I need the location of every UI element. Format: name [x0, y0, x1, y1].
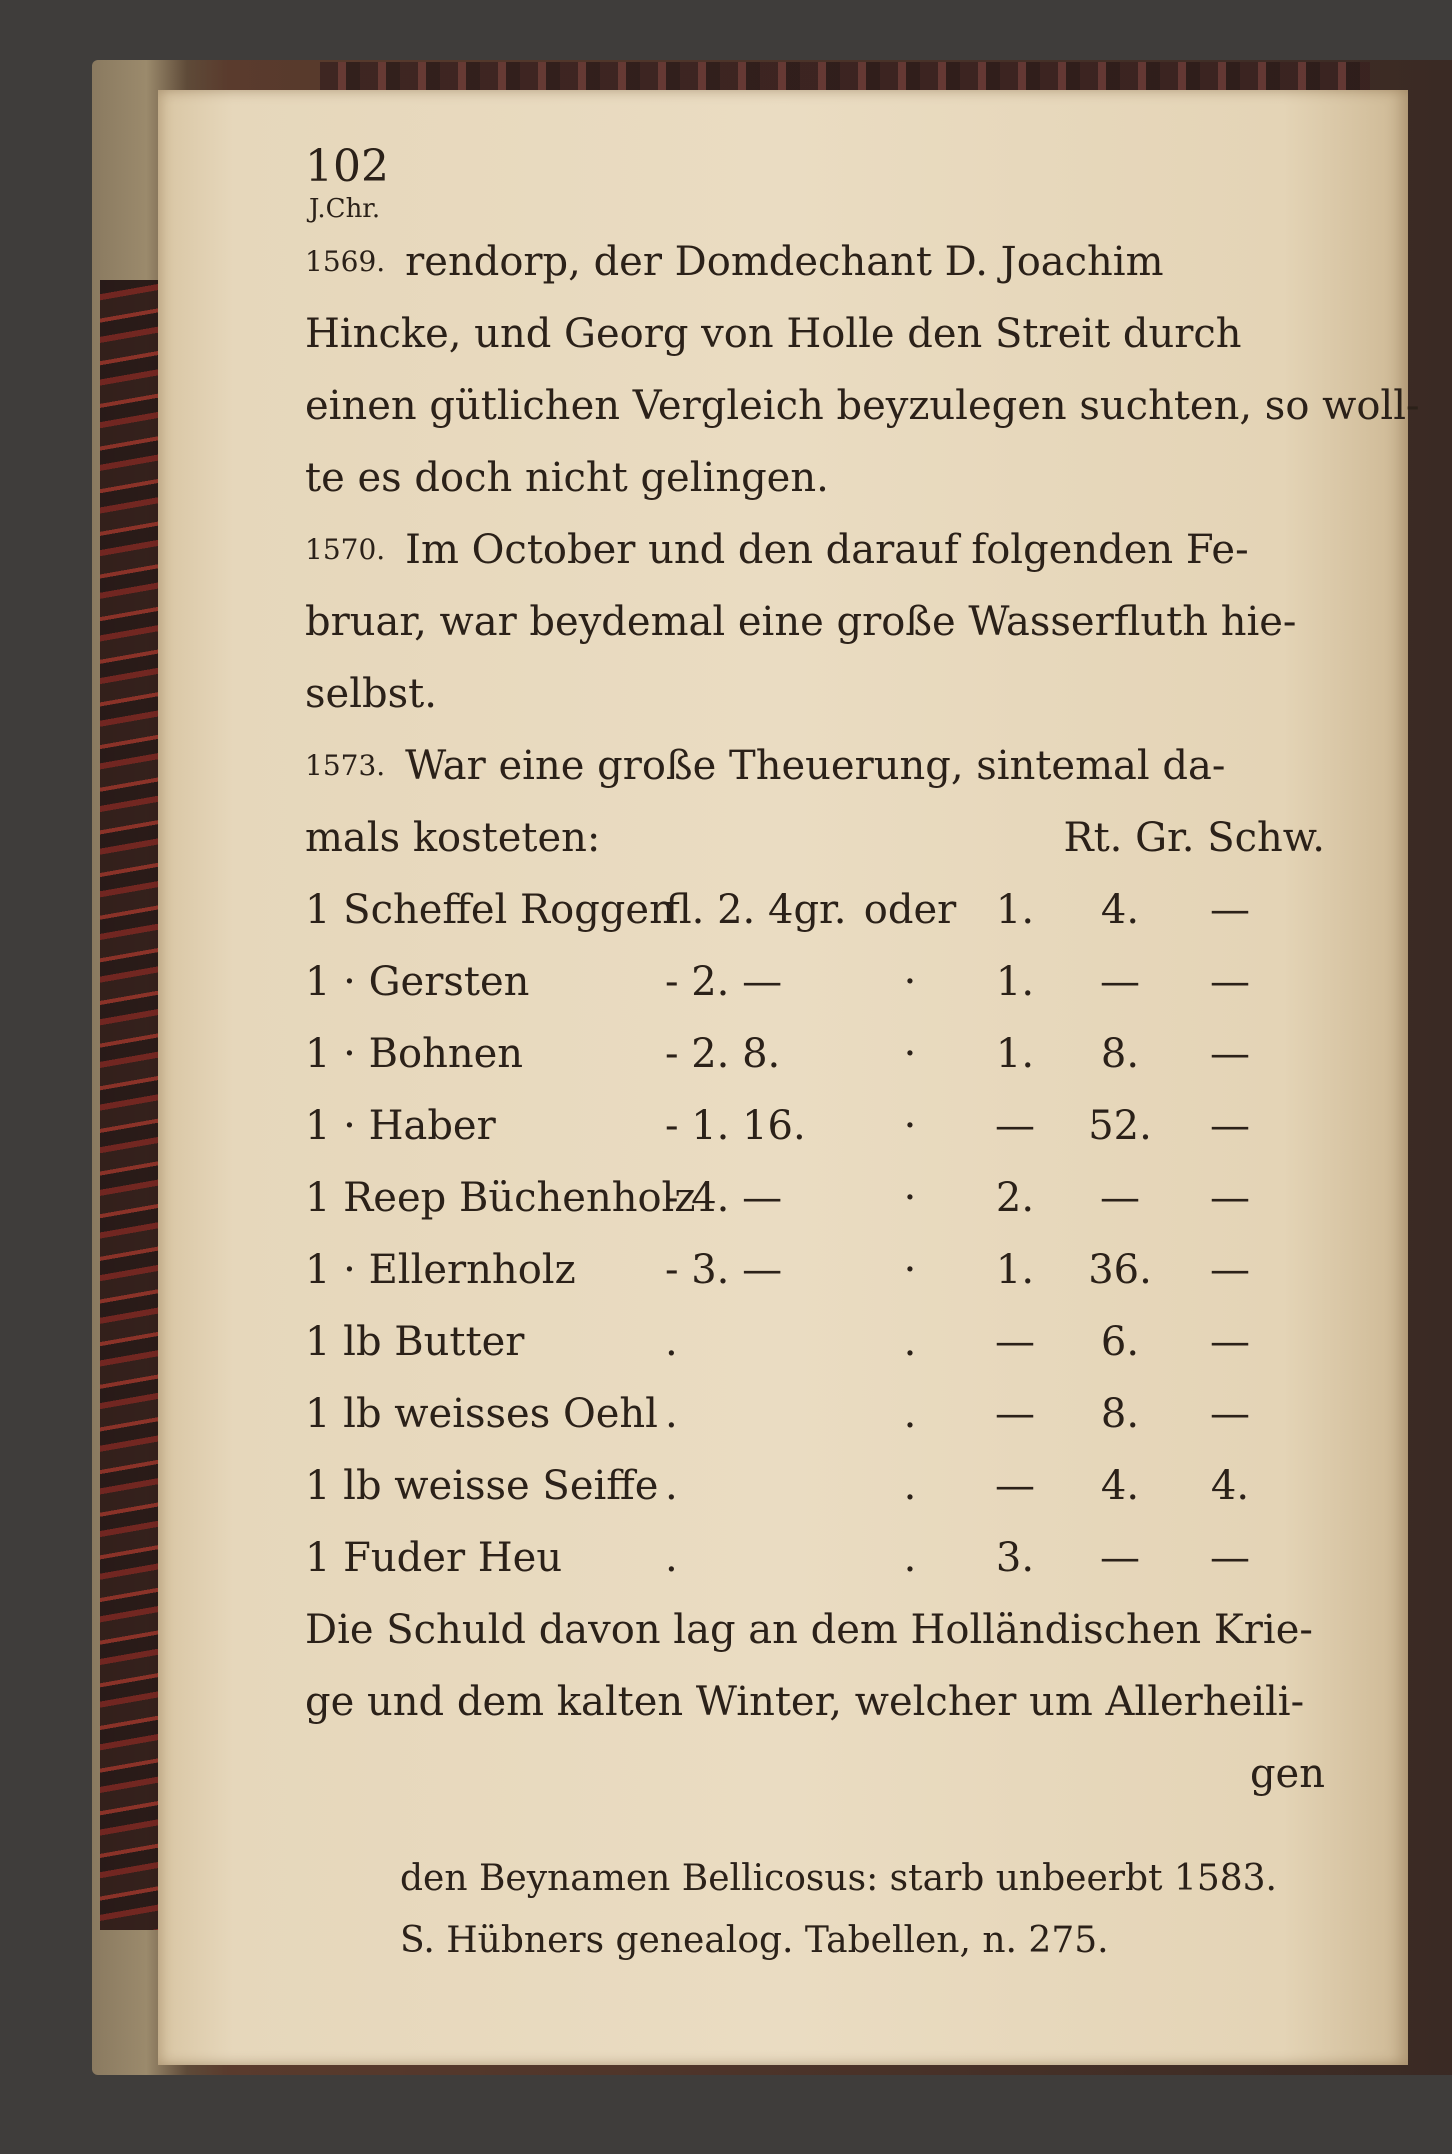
table-cell-schw: — — [1210, 1103, 1250, 1149]
table-cell-sep: · — [903, 1031, 917, 1077]
table-cell-rt: — — [995, 1319, 1035, 1365]
price-table — [305, 874, 1325, 1594]
footnote — [400, 1848, 1320, 1972]
table-row — [305, 874, 1325, 946]
table-cell-fl: - 4. — — [665, 1175, 783, 1221]
line-text: mals kosteten: — [305, 815, 601, 861]
table-cell-schw: — — [1210, 1175, 1250, 1221]
table-cell-item: 1 Scheffel Roggen — [305, 887, 675, 933]
table-cell-rt: 1. — [995, 1247, 1035, 1293]
text-line: ge und dem kalten Winter, welcher um Allerheili- — [305, 1679, 1305, 1725]
table-cell-item: 1 · Ellernholz — [305, 1247, 576, 1293]
table-cell-schw: — — [1210, 887, 1250, 933]
table-cell-fl: fl. 2. 4gr. — [665, 887, 847, 933]
line-text: rendorp, der Domdechant D. Joachim — [405, 239, 1164, 285]
year-label: 1573. — [305, 749, 386, 782]
table-cell-sep: . — [903, 1535, 917, 1581]
table-cell-gr: — — [1100, 1535, 1140, 1581]
table-cell-gr: 4. — [1100, 887, 1140, 933]
text-line — [305, 514, 1325, 586]
footnote-line: S. Hübners genealog. Tabellen, n. 275. — [400, 1920, 1109, 1961]
text-line — [305, 802, 1325, 874]
table-cell-sep: · — [903, 1247, 917, 1293]
table-cell-rt: 1. — [995, 959, 1035, 1005]
table-cell-schw: — — [1210, 1391, 1250, 1437]
year-label: 1569. — [305, 245, 386, 278]
book-headband — [320, 62, 1370, 92]
table-cell-sep: . — [903, 1463, 917, 1509]
text-line: selbst. — [305, 671, 437, 717]
table-row — [305, 1522, 1325, 1594]
text-line — [305, 730, 1325, 802]
text-line — [305, 1738, 1325, 1810]
line-text: War eine große Theuerung, sintemal da- — [405, 743, 1226, 789]
table-row — [305, 1234, 1325, 1306]
table-cell-item: 1 · Gersten — [305, 959, 530, 1005]
table-cell-fl: - 2. 8. — [665, 1031, 781, 1077]
table-cell-gr: — — [1100, 959, 1140, 1005]
text-line: te es doch nicht gelingen. — [305, 455, 829, 501]
text-line — [305, 226, 1325, 298]
table-cell-item: 1 Fuder Heu — [305, 1535, 563, 1581]
table-cell-sep: . — [903, 1391, 917, 1437]
page-text — [305, 140, 1420, 1810]
table-row — [305, 1090, 1325, 1162]
table-cell-fl: . — [665, 1463, 678, 1509]
table-cell-gr: 52. — [1088, 1103, 1152, 1149]
table-cell-item: 1 lb weisses Oehl — [305, 1391, 658, 1437]
table-cell-schw: — — [1210, 1535, 1250, 1581]
table-cell-rt: 3. — [995, 1535, 1035, 1581]
table-row — [305, 1018, 1325, 1090]
table-cell-rt: — — [995, 1103, 1035, 1149]
table-cell-rt: — — [995, 1391, 1035, 1437]
table-cell-item: 1 lb weisse Seiffe — [305, 1463, 659, 1509]
table-cell-schw: 4. — [1210, 1463, 1250, 1509]
table-cell-fl: . — [665, 1535, 678, 1581]
table-cell-schw: — — [1210, 1247, 1250, 1293]
table-cell-rt: — — [995, 1463, 1035, 1509]
table-cell-fl: - 1. 16. — [665, 1103, 806, 1149]
paragraph-1569 — [305, 226, 1420, 514]
table-cell-fl: . — [665, 1319, 678, 1365]
catchword: gen — [1249, 1751, 1325, 1797]
marbled-endpaper — [100, 280, 160, 1930]
table-cell-item: 1 · Bohnen — [305, 1031, 524, 1077]
table-row — [305, 946, 1325, 1018]
table-cell-schw: — — [1210, 1031, 1250, 1077]
footnote-line: den Beynamen Bellicosus: starb unbeerbt 1583. — [400, 1858, 1277, 1899]
page-number: 102 — [305, 141, 389, 192]
currency-header: Rt. Gr. Schw. — [1063, 815, 1325, 861]
table-cell-gr: 8. — [1100, 1031, 1140, 1077]
table-cell-gr: 6. — [1100, 1319, 1140, 1365]
table-cell-fl: - 3. — — [665, 1247, 783, 1293]
table-cell-fl: - 2. — — [665, 959, 783, 1005]
paragraph-1573 — [305, 730, 1325, 874]
year-label: 1570. — [305, 533, 386, 566]
table-cell-sep: · — [903, 1175, 917, 1221]
paragraph-cause — [305, 1594, 1325, 1810]
text-line: einen gütlichen Vergleich beyzulegen suchten, so woll- — [305, 383, 1420, 429]
table-cell-sep: · — [903, 959, 917, 1005]
table-row — [305, 1378, 1325, 1450]
table-cell-rt: 1. — [995, 1031, 1035, 1077]
table-cell-item: 1 · Haber — [305, 1103, 496, 1149]
table-row — [305, 1162, 1325, 1234]
paragraph-1570 — [305, 514, 1325, 730]
table-cell-schw: — — [1210, 959, 1250, 1005]
table-cell-fl: . — [665, 1391, 678, 1437]
table-cell-item: 1 Reep Büchenholz — [305, 1175, 696, 1221]
table-cell-rt: 1. — [995, 887, 1035, 933]
table-cell-gr: 36. — [1088, 1247, 1152, 1293]
table-cell-gr: 4. — [1100, 1463, 1140, 1509]
text-line: bruar, war beydemal eine große Wasserfluth hie- — [305, 599, 1297, 645]
table-cell-rt: 2. — [995, 1175, 1035, 1221]
text-line: Die Schuld davon lag an dem Holländischen Krie- — [305, 1607, 1313, 1653]
table-cell-sep: · — [903, 1103, 917, 1149]
table-cell-schw: — — [1210, 1319, 1250, 1365]
line-text: Im October und den darauf folgenden Fe- — [405, 527, 1249, 573]
table-cell-item: 1 lb Butter — [305, 1319, 525, 1365]
table-cell-gr: — — [1100, 1175, 1140, 1221]
table-row — [305, 1450, 1325, 1522]
era-label: J.Chr. — [309, 194, 381, 224]
table-cell-gr: 8. — [1100, 1391, 1140, 1437]
table-cell-sep: oder — [863, 887, 957, 933]
table-cell-sep: . — [903, 1319, 917, 1365]
text-line: Hincke, und Georg von Holle den Streit durch — [305, 311, 1242, 357]
table-row — [305, 1306, 1325, 1378]
